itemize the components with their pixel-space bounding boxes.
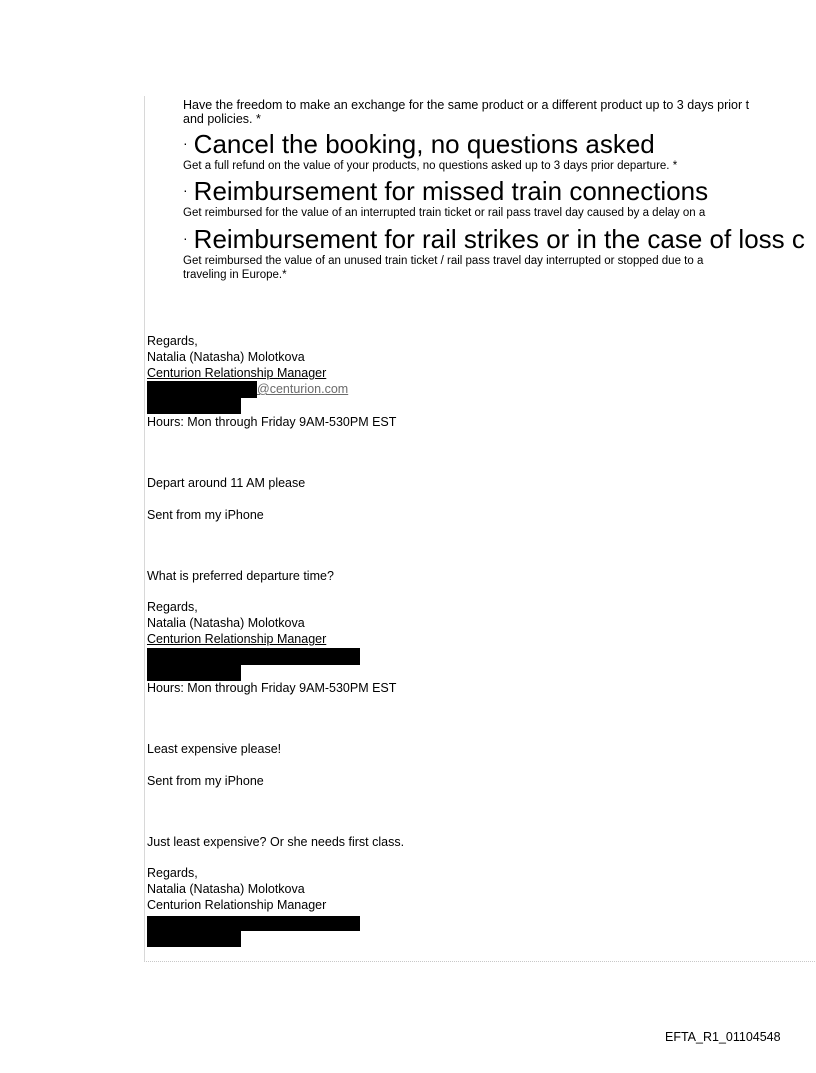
redaction-bar (147, 398, 241, 414)
signature-regards: Regards, (147, 600, 198, 614)
message-least-expensive: Least expensive please! (147, 742, 282, 756)
benefit-desc-rail-strikes-cont: traveling in Europe.* (183, 269, 287, 281)
signature-regards: Regards, (147, 866, 198, 880)
signature-name: Natalia (Natasha) Molotkova (147, 616, 305, 630)
signature-title: Centurion Relationship Manager (147, 898, 327, 912)
benefit-heading-missed-connections (183, 178, 708, 204)
benefit-heading-rail-strikes (183, 226, 805, 252)
signature-hours: Hours: Mon through Friday 9AM-530PM EST (147, 415, 397, 429)
signature-title: Centurion Relationship Manager (147, 632, 327, 646)
intro-line-2: and policies. * (183, 112, 261, 126)
message-sent-from-iphone: Sent from my iPhone (147, 508, 264, 522)
signature-hours: Hours: Mon through Friday 9AM-530PM EST (147, 681, 397, 695)
benefit-heading-text: Reimbursement for missed train connections (193, 176, 709, 206)
redaction-bar (147, 648, 360, 665)
redaction-bar (147, 931, 241, 947)
bullet-icon: · (183, 230, 188, 246)
signature-title: Centurion Relationship Manager (147, 366, 327, 380)
redaction-bar (147, 381, 257, 398)
benefit-desc-cancel: Get a full refund on the value of your products, no questions asked up to 3 days prior departure. * (183, 160, 678, 172)
message-just-least-expensive: Just least expensive? Or she needs first class. (147, 835, 405, 849)
bullet-icon: · (183, 135, 188, 151)
signature-email-link[interactable]: @centurion.com (257, 382, 349, 396)
redaction-bar (147, 665, 241, 681)
document-id: EFTA_R1_01104548 (665, 1030, 781, 1044)
benefit-heading-cancel (183, 131, 655, 157)
benefit-heading-text: Cancel the booking, no questions asked (193, 129, 655, 159)
benefit-heading-text: Reimbursement for rail strikes or in the case of loss c (193, 224, 805, 254)
signature-name: Natalia (Natasha) Molotkova (147, 882, 305, 896)
message-sent-from-iphone: Sent from my iPhone (147, 774, 264, 788)
intro-line-1: Have the freedom to make an exchange for the same product or a different product up to 3 days prior t (183, 98, 750, 112)
signature-name: Natalia (Natasha) Molotkova (147, 350, 305, 364)
bullet-icon: · (183, 182, 188, 198)
benefit-desc-missed-connections: Get reimbursed for the value of an interrupted train ticket or rail pass travel day caused by a delay on a (183, 207, 706, 219)
redaction-bar (147, 916, 360, 931)
benefit-desc-rail-strikes: Get reimbursed the value of an unused train ticket / rail pass travel day interrupted or stopped due to a (183, 255, 704, 267)
signature-regards: Regards, (147, 334, 198, 348)
message-depart: Depart around 11 AM please (147, 476, 306, 490)
message-question: What is preferred departure time? (147, 569, 334, 583)
